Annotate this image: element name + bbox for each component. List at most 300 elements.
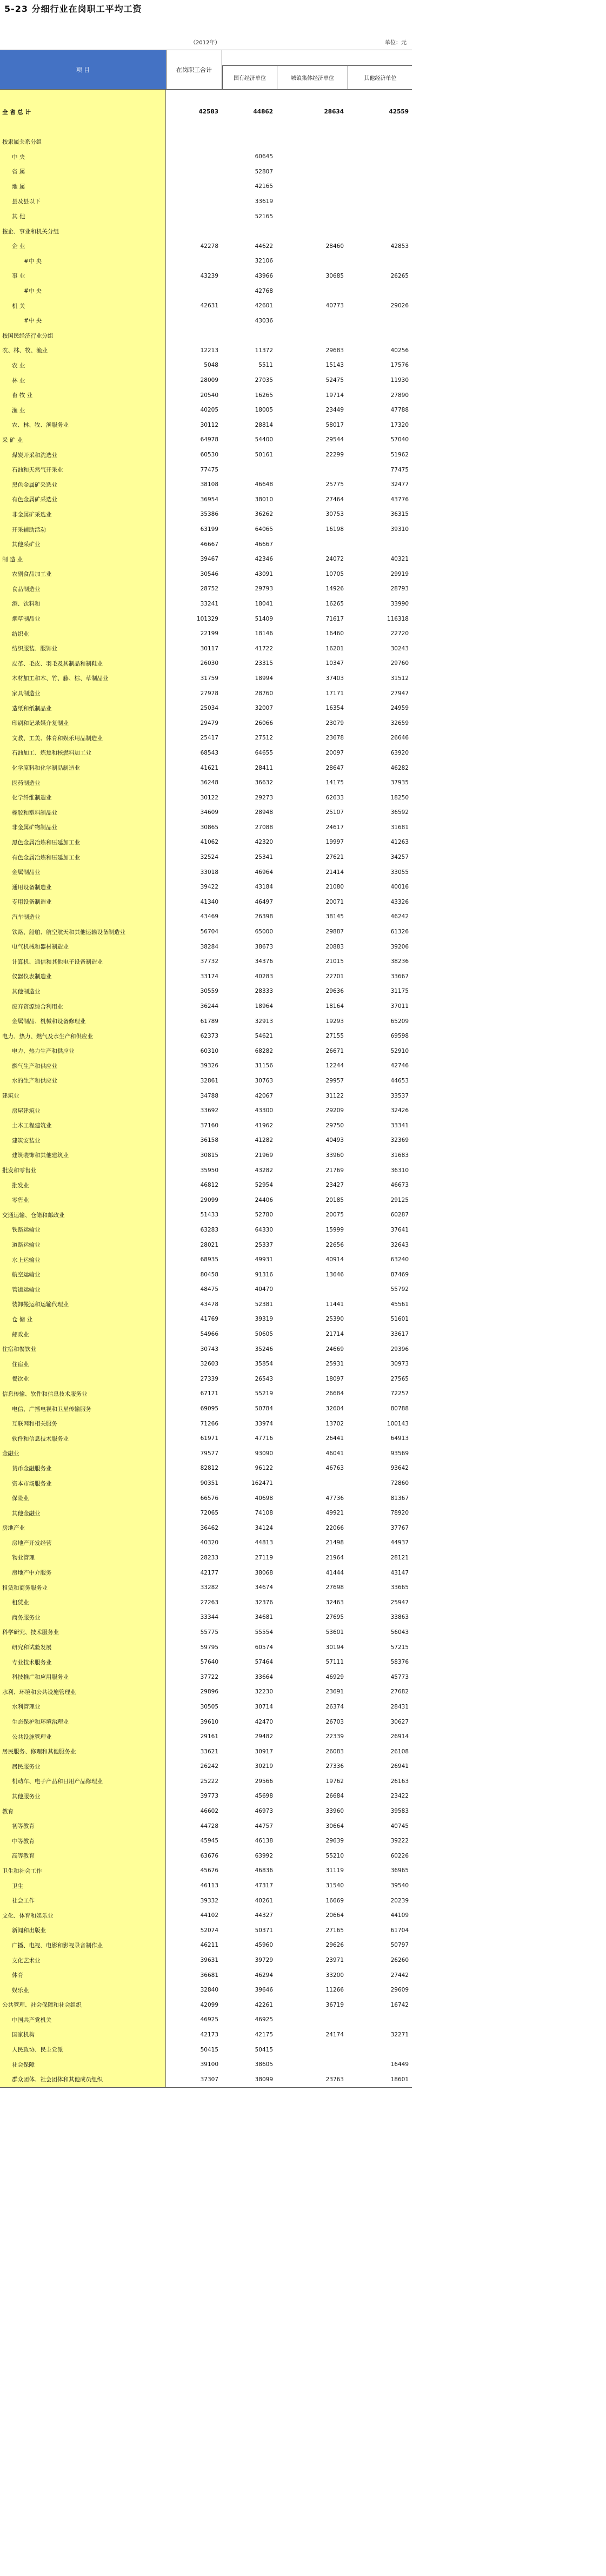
cell-urban-collective: 29683 bbox=[325, 347, 344, 354]
table-row[interactable] bbox=[0, 1178, 412, 1193]
cell-total: 39326 bbox=[200, 1062, 218, 1070]
table-row[interactable] bbox=[0, 656, 412, 671]
table-row[interactable] bbox=[0, 2027, 412, 2042]
table-row[interactable] bbox=[0, 1431, 412, 1446]
cell-total: 44728 bbox=[200, 1822, 218, 1830]
row-label: 批发和零售业 bbox=[0, 1163, 166, 1178]
table-row[interactable] bbox=[0, 492, 412, 507]
table-row[interactable] bbox=[0, 328, 412, 344]
row-label: 教育 bbox=[0, 1804, 166, 1819]
cell-urban-collective bbox=[277, 164, 347, 179]
cell-other: 57040 bbox=[390, 436, 409, 443]
cell-total: 67171 bbox=[200, 1390, 218, 1397]
cell-state-owned: 43036 bbox=[255, 317, 273, 324]
table-row[interactable] bbox=[0, 1685, 412, 1700]
table-row[interactable] bbox=[0, 1327, 412, 1342]
table-row[interactable] bbox=[0, 254, 412, 269]
cell-urban-collective: 19997 bbox=[325, 839, 344, 846]
table-row[interactable] bbox=[0, 716, 412, 731]
table-row[interactable] bbox=[0, 1342, 412, 1357]
table-row[interactable] bbox=[0, 477, 412, 492]
table-row[interactable] bbox=[0, 1073, 412, 1088]
cell-urban-collective bbox=[277, 90, 347, 105]
cell-urban-collective: 23971 bbox=[325, 1957, 344, 1964]
table-row[interactable] bbox=[0, 2072, 412, 2087]
cell-total: 29161 bbox=[200, 1733, 218, 1740]
table-row[interactable] bbox=[0, 1699, 412, 1714]
row-label: 烟草制品业 bbox=[0, 611, 166, 627]
row-label: 畜 牧 业 bbox=[0, 388, 166, 403]
table-row[interactable] bbox=[0, 939, 412, 954]
cell-other: 26260 bbox=[390, 1957, 409, 1964]
table-row[interactable] bbox=[0, 1595, 412, 1610]
cell-other: 36965 bbox=[390, 1867, 409, 1874]
cell-state-owned: 46138 bbox=[255, 1838, 273, 1845]
cell-urban-collective: 28634 bbox=[324, 109, 344, 116]
cell-state-owned: 16265 bbox=[255, 392, 273, 399]
cell-urban-collective bbox=[277, 149, 347, 164]
table-row[interactable] bbox=[0, 641, 412, 656]
cell-state-owned: 27512 bbox=[255, 735, 273, 742]
cell-state-owned: 32106 bbox=[255, 258, 273, 265]
cell-urban-collective: 10705 bbox=[325, 570, 344, 577]
table-row[interactable] bbox=[0, 1864, 412, 1879]
table-row[interactable] bbox=[0, 1461, 412, 1476]
cell-total: 90351 bbox=[200, 1480, 218, 1487]
cell-urban-collective: 23427 bbox=[325, 1182, 344, 1189]
table-row[interactable] bbox=[0, 522, 412, 537]
table-row[interactable] bbox=[0, 134, 412, 150]
cell-other: 28793 bbox=[390, 586, 409, 593]
table-row[interactable] bbox=[0, 1491, 412, 1506]
cell-total: 29896 bbox=[200, 1689, 218, 1696]
table-row[interactable] bbox=[0, 611, 412, 627]
cell-total bbox=[167, 209, 222, 224]
table-row[interactable] bbox=[0, 1819, 412, 1834]
cell-state-owned: 29793 bbox=[255, 586, 273, 593]
table-row[interactable] bbox=[0, 1356, 412, 1371]
table-row[interactable] bbox=[0, 999, 412, 1014]
table-row[interactable] bbox=[0, 2042, 412, 2057]
table-row[interactable] bbox=[0, 894, 412, 910]
table-row[interactable] bbox=[0, 1640, 412, 1655]
table-row[interactable] bbox=[0, 1401, 412, 1416]
cell-other bbox=[348, 179, 412, 194]
table-row[interactable] bbox=[0, 1744, 412, 1759]
cell-state-owned: 55219 bbox=[255, 1390, 273, 1397]
cell-other: 63240 bbox=[390, 1256, 409, 1263]
table-row[interactable] bbox=[0, 1059, 412, 1074]
table-row[interactable] bbox=[0, 1580, 412, 1595]
cell-total: 25034 bbox=[200, 705, 218, 712]
cell-other: 44653 bbox=[390, 1077, 409, 1084]
table-row[interactable] bbox=[0, 671, 412, 686]
table-row[interactable] bbox=[0, 194, 412, 209]
row-label: 软件和信息技术服务业 bbox=[0, 1431, 166, 1446]
table-row[interactable] bbox=[0, 343, 412, 358]
table-row[interactable] bbox=[0, 402, 412, 418]
table-row[interactable] bbox=[0, 1610, 412, 1625]
table-row[interactable] bbox=[0, 1476, 412, 1491]
row-label: 文化艺术业 bbox=[0, 1953, 166, 1968]
table-row[interactable] bbox=[0, 1893, 412, 1908]
cell-urban-collective: 29887 bbox=[325, 929, 344, 936]
table-row[interactable] bbox=[0, 1237, 412, 1253]
cell-total: 42099 bbox=[200, 2001, 218, 2008]
cell-urban-collective: 23079 bbox=[325, 719, 344, 727]
cell-urban-collective: 21414 bbox=[325, 869, 344, 876]
row-label: 新闻和出版业 bbox=[0, 1923, 166, 1938]
cell-other: 23422 bbox=[390, 1793, 409, 1800]
cell-urban-collective: 32604 bbox=[325, 1405, 344, 1413]
cell-total: 31759 bbox=[200, 675, 218, 682]
table-row[interactable] bbox=[0, 984, 412, 999]
row-label: 纺织服装、服饰业 bbox=[0, 641, 166, 656]
table-row[interactable] bbox=[0, 1848, 412, 1864]
table-row[interactable] bbox=[0, 1550, 412, 1565]
cell-other: 93642 bbox=[390, 1465, 409, 1472]
cell-urban-collective: 21714 bbox=[325, 1331, 344, 1338]
row-label: 文化、体育和娱乐业 bbox=[0, 1908, 166, 1923]
cell-urban-collective: 22299 bbox=[325, 452, 344, 459]
table-row[interactable] bbox=[0, 1968, 412, 1983]
cell-total: 33282 bbox=[200, 1584, 218, 1591]
table-row[interactable] bbox=[0, 835, 412, 850]
table-row[interactable] bbox=[0, 731, 412, 746]
row-label: 货币金融服务业 bbox=[0, 1461, 166, 1476]
table-row[interactable] bbox=[0, 582, 412, 597]
row-label: 租赁业 bbox=[0, 1595, 166, 1610]
cell-state-owned bbox=[222, 119, 276, 134]
table-row[interactable] bbox=[0, 1505, 412, 1521]
cell-other: 32426 bbox=[390, 1107, 409, 1114]
table-row[interactable] bbox=[0, 1953, 412, 1968]
table-row[interactable] bbox=[0, 551, 412, 567]
row-label: 其他服务业 bbox=[0, 1789, 166, 1804]
cell-total: 33018 bbox=[200, 869, 218, 876]
cell-state-owned: 38099 bbox=[255, 2076, 273, 2083]
header-total[interactable]: 在岗职工合计 bbox=[167, 50, 222, 89]
cell-total: 39467 bbox=[200, 556, 218, 563]
table-row[interactable] bbox=[0, 1118, 412, 1133]
cell-urban-collective: 31540 bbox=[325, 1882, 344, 1889]
cell-other: 29396 bbox=[390, 1346, 409, 1353]
table-row[interactable] bbox=[0, 1565, 412, 1580]
cell-state-owned: 21969 bbox=[255, 1152, 273, 1159]
cell-state-owned: 41722 bbox=[255, 645, 273, 652]
table-row[interactable] bbox=[0, 1416, 412, 1431]
table-row[interactable] bbox=[0, 910, 412, 925]
table-row[interactable] bbox=[0, 596, 412, 611]
table-row[interactable] bbox=[0, 1938, 412, 1953]
table-row[interactable] bbox=[0, 90, 412, 105]
table-row[interactable] bbox=[0, 284, 412, 299]
table-row[interactable] bbox=[0, 1387, 412, 1402]
table-row[interactable] bbox=[0, 462, 412, 477]
cell-total: 45945 bbox=[200, 1838, 218, 1845]
table-row[interactable] bbox=[0, 626, 412, 641]
table-row[interactable] bbox=[0, 1878, 412, 1893]
table-row[interactable] bbox=[0, 1774, 412, 1789]
table-row[interactable] bbox=[0, 179, 412, 194]
table-row[interactable] bbox=[0, 298, 412, 313]
table-row[interactable] bbox=[0, 268, 412, 284]
table-row[interactable] bbox=[0, 1282, 412, 1297]
cell-other: 32643 bbox=[390, 1241, 409, 1248]
row-label: 电力、热力、燃气及水生产和供应业 bbox=[0, 1028, 166, 1044]
table-row[interactable] bbox=[0, 1521, 412, 1536]
table-row[interactable] bbox=[0, 1536, 412, 1551]
table-row[interactable] bbox=[0, 433, 412, 448]
cell-other bbox=[348, 119, 412, 134]
table-row[interactable] bbox=[0, 1759, 412, 1774]
table-row[interactable] bbox=[0, 149, 412, 164]
cell-other: 30973 bbox=[390, 1361, 409, 1368]
table-row[interactable] bbox=[0, 745, 412, 761]
table-row[interactable] bbox=[0, 1312, 412, 1327]
table-row[interactable] bbox=[0, 1714, 412, 1730]
row-label: 按企、事业和机关分组 bbox=[0, 224, 166, 239]
table-row[interactable] bbox=[0, 507, 412, 522]
cell-total: 28752 bbox=[200, 586, 218, 593]
table-row[interactable] bbox=[0, 1670, 412, 1685]
cell-other: 27442 bbox=[390, 1972, 409, 1979]
cell-urban-collective: 71617 bbox=[325, 615, 344, 622]
cell-other: 39310 bbox=[390, 526, 409, 533]
cell-other: 37011 bbox=[390, 1003, 409, 1010]
cell-total: 36244 bbox=[200, 1003, 218, 1010]
row-label: 初等教育 bbox=[0, 1819, 166, 1834]
cell-other: 55792 bbox=[390, 1286, 409, 1293]
row-label: 非金属矿物制品业 bbox=[0, 820, 166, 835]
row-label: 房地产中介服务 bbox=[0, 1565, 166, 1580]
cell-other: 40745 bbox=[390, 1822, 409, 1830]
table-row[interactable] bbox=[0, 447, 412, 462]
cell-state-owned: 18146 bbox=[255, 630, 273, 637]
table-row[interactable] bbox=[0, 1208, 412, 1223]
cell-state-owned bbox=[222, 328, 276, 344]
cell-urban-collective: 24669 bbox=[325, 1346, 344, 1353]
table-row[interactable] bbox=[0, 224, 412, 239]
cell-other: 36310 bbox=[390, 1167, 409, 1174]
cell-other: 31681 bbox=[390, 824, 409, 831]
row-label: 卫生 bbox=[0, 1878, 166, 1893]
cell-other: 80788 bbox=[390, 1405, 409, 1413]
table-row[interactable] bbox=[0, 358, 412, 373]
table-row[interactable] bbox=[0, 850, 412, 865]
row-label: 采 矿 业 bbox=[0, 433, 166, 448]
cell-other: 42559 bbox=[389, 109, 409, 116]
row-label: 建筑业 bbox=[0, 1088, 166, 1104]
table-row[interactable] bbox=[0, 1625, 412, 1640]
cell-other: 29026 bbox=[390, 302, 409, 310]
table-row[interactable] bbox=[0, 388, 412, 403]
table-row[interactable] bbox=[0, 1044, 412, 1059]
row-label: 食品制造业 bbox=[0, 582, 166, 597]
cell-other: 43326 bbox=[390, 898, 409, 905]
table-row[interactable] bbox=[0, 1982, 412, 1997]
table-row[interactable] bbox=[0, 1446, 412, 1461]
table-row[interactable] bbox=[0, 820, 412, 835]
cell-urban-collective: 22339 bbox=[325, 1733, 344, 1740]
cell-total: 62373 bbox=[200, 1033, 218, 1040]
cell-urban-collective: 13646 bbox=[325, 1271, 344, 1278]
cell-urban-collective bbox=[277, 328, 347, 344]
row-label: 林 业 bbox=[0, 373, 166, 388]
table-row[interactable] bbox=[0, 1267, 412, 1282]
table-row[interactable] bbox=[0, 209, 412, 224]
table-row[interactable] bbox=[0, 418, 412, 433]
cell-urban-collective: 14926 bbox=[325, 586, 344, 593]
cell-urban-collective: 17171 bbox=[325, 690, 344, 697]
table-row[interactable] bbox=[0, 1789, 412, 1804]
cell-state-owned: 34674 bbox=[255, 1584, 273, 1591]
table-row[interactable] bbox=[0, 537, 412, 552]
row-label: 卫生和社会工作 bbox=[0, 1864, 166, 1879]
cell-other: 26941 bbox=[390, 1763, 409, 1770]
table-row[interactable] bbox=[0, 119, 412, 134]
row-label: 餐饮业 bbox=[0, 1371, 166, 1387]
table-row[interactable] bbox=[0, 105, 412, 120]
row-label: #中 央 bbox=[0, 254, 166, 269]
table-row[interactable] bbox=[0, 373, 412, 388]
cell-total: 68543 bbox=[200, 749, 218, 756]
row-label: 居民服务、修理和其他服务业 bbox=[0, 1744, 166, 1759]
table-row[interactable] bbox=[0, 1193, 412, 1208]
table-row[interactable] bbox=[0, 1804, 412, 1819]
header-other[interactable]: 其他经济单位 bbox=[348, 65, 412, 89]
cell-other: 61326 bbox=[390, 929, 409, 936]
cell-other: 40016 bbox=[390, 884, 409, 891]
cell-urban-collective: 26684 bbox=[325, 1793, 344, 1800]
cell-total: 101329 bbox=[196, 615, 218, 622]
header-item[interactable]: 项 目 bbox=[0, 50, 167, 89]
table-row[interactable] bbox=[0, 1654, 412, 1670]
row-label: 通用设备制造业 bbox=[0, 879, 166, 894]
cell-other: 50797 bbox=[390, 1942, 409, 1949]
table-row[interactable] bbox=[0, 567, 412, 582]
table-row[interactable] bbox=[0, 1729, 412, 1744]
row-label: 文教、工美、体育和娱乐用品制造业 bbox=[0, 731, 166, 746]
cell-urban-collective: 62633 bbox=[325, 794, 344, 801]
cell-total: 39610 bbox=[200, 1718, 218, 1725]
row-label: 企 业 bbox=[0, 239, 166, 254]
table-row[interactable] bbox=[0, 1371, 412, 1387]
table-row[interactable] bbox=[0, 879, 412, 894]
table-row[interactable] bbox=[0, 865, 412, 880]
table-row[interactable] bbox=[0, 2013, 412, 2028]
table-row[interactable] bbox=[0, 164, 412, 179]
cell-urban-collective: 13702 bbox=[325, 1420, 344, 1427]
table-row[interactable] bbox=[0, 761, 412, 776]
cell-other: 29760 bbox=[390, 660, 409, 667]
row-label: 金融业 bbox=[0, 1446, 166, 1461]
cell-total: 69095 bbox=[200, 1405, 218, 1413]
cell-other: 45561 bbox=[390, 1301, 409, 1308]
cell-total: 61971 bbox=[200, 1435, 218, 1442]
cell-urban-collective: 20883 bbox=[325, 943, 344, 950]
row-label: 燃气生产和供应业 bbox=[0, 1059, 166, 1074]
table-row[interactable] bbox=[0, 1088, 412, 1104]
cell-state-owned: 162471 bbox=[251, 1480, 273, 1487]
header-state-owned[interactable]: 国有经济单位 bbox=[222, 65, 277, 89]
cell-total: 42583 bbox=[198, 109, 218, 116]
row-label: 电气机械和器材制造业 bbox=[0, 939, 166, 954]
table-row[interactable] bbox=[0, 1222, 412, 1237]
cell-state-owned: 40261 bbox=[255, 1897, 273, 1904]
cell-total: 37307 bbox=[200, 2076, 218, 2083]
table-row[interactable] bbox=[0, 1923, 412, 1938]
table-row[interactable] bbox=[0, 805, 412, 820]
cell-state-owned: 29566 bbox=[255, 1778, 273, 1785]
row-label: 住宿和餐饮业 bbox=[0, 1342, 166, 1357]
table-row[interactable] bbox=[0, 1028, 412, 1044]
cell-state-owned: 35246 bbox=[255, 1346, 273, 1353]
cell-urban-collective: 26671 bbox=[325, 1047, 344, 1054]
cell-urban-collective: 33960 bbox=[325, 1808, 344, 1815]
cell-state-owned: 63992 bbox=[255, 1852, 273, 1859]
table-row[interactable] bbox=[0, 1163, 412, 1178]
cell-total: 43478 bbox=[200, 1301, 218, 1308]
cell-state-owned: 27119 bbox=[255, 1554, 273, 1561]
cell-total: 27339 bbox=[200, 1375, 218, 1382]
cell-other bbox=[348, 313, 412, 328]
table-row[interactable] bbox=[0, 686, 412, 701]
cell-urban-collective: 21080 bbox=[325, 884, 344, 891]
table-row[interactable] bbox=[0, 2057, 412, 2072]
row-label: 铁路运输业 bbox=[0, 1222, 166, 1237]
table-row[interactable] bbox=[0, 1148, 412, 1163]
cell-state-owned: 33619 bbox=[255, 198, 273, 205]
table-row[interactable] bbox=[0, 954, 412, 969]
cell-other: 58376 bbox=[390, 1659, 409, 1666]
table-row[interactable] bbox=[0, 1103, 412, 1118]
cell-other: 37641 bbox=[390, 1226, 409, 1233]
table-row[interactable] bbox=[0, 924, 412, 939]
table-row[interactable] bbox=[0, 1252, 412, 1267]
cell-state-owned: 34376 bbox=[255, 958, 273, 965]
table-body bbox=[0, 90, 412, 2087]
cell-state-owned: 11372 bbox=[255, 347, 273, 354]
cell-other bbox=[348, 194, 412, 209]
cell-other: 56043 bbox=[390, 1629, 409, 1636]
cell-total: 71266 bbox=[200, 1420, 218, 1427]
table-row[interactable] bbox=[0, 1908, 412, 1923]
table-row[interactable] bbox=[0, 1297, 412, 1312]
table-row[interactable] bbox=[0, 790, 412, 805]
cell-total: 35386 bbox=[200, 511, 218, 518]
header-urban-collective[interactable]: 城镇集体经济单位 bbox=[277, 65, 348, 89]
table-row[interactable] bbox=[0, 775, 412, 790]
table-row[interactable] bbox=[0, 701, 412, 716]
cell-state-owned: 34124 bbox=[255, 1524, 273, 1531]
table-row[interactable] bbox=[0, 969, 412, 984]
row-label: 人民政协、民主党派 bbox=[0, 2042, 166, 2057]
cell-urban-collective bbox=[277, 537, 347, 552]
table-row[interactable] bbox=[0, 239, 412, 254]
table-row[interactable] bbox=[0, 1133, 412, 1148]
row-label: 其他制造业 bbox=[0, 984, 166, 999]
cell-total: 37732 bbox=[200, 958, 218, 965]
table-row[interactable] bbox=[0, 313, 412, 328]
cell-state-owned: 52807 bbox=[255, 168, 273, 175]
table-row[interactable] bbox=[0, 1997, 412, 2013]
cell-total: 46602 bbox=[200, 1808, 218, 1815]
table-row[interactable] bbox=[0, 1014, 412, 1029]
cell-total: 48475 bbox=[200, 1286, 218, 1293]
cell-total: 30815 bbox=[200, 1152, 218, 1159]
table-row[interactable] bbox=[0, 1833, 412, 1848]
